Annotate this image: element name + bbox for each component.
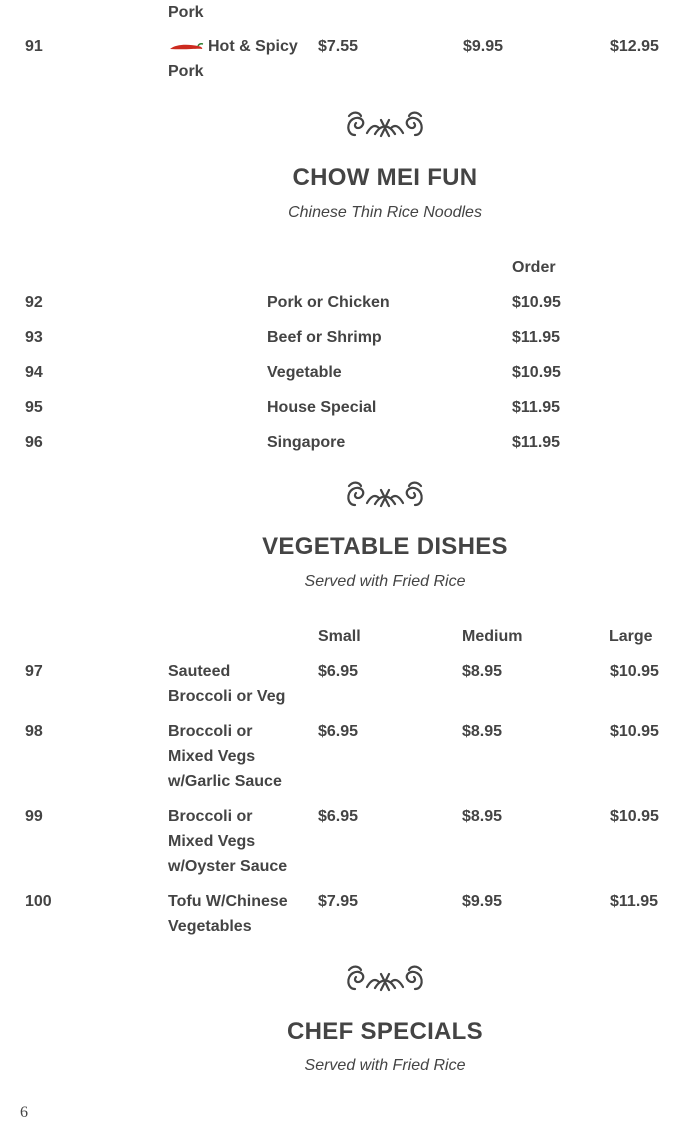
- item-number: 93: [25, 329, 43, 346]
- item-name: House Special: [267, 399, 377, 416]
- item-price: $11.95: [512, 434, 561, 451]
- scroll-ornament-icon: [345, 962, 425, 992]
- section-title-chow-mei-fun: CHOW MEI FUN: [292, 164, 478, 191]
- price-small: $7.95: [318, 893, 359, 910]
- column-header-order: Order: [512, 259, 556, 276]
- item-number: 96: [25, 434, 43, 451]
- section-subtitle-chow-mei-fun: Chinese Thin Rice Noodles: [288, 204, 482, 221]
- price-medium: $9.95: [463, 38, 504, 55]
- price-small: $6.95: [318, 808, 359, 825]
- pork-item-name-continued: Pork: [168, 4, 204, 21]
- scroll-ornament-icon: [345, 108, 425, 138]
- item-name: Tofu W/Chinese Vegetables: [168, 893, 288, 935]
- item-number: 98: [25, 723, 43, 740]
- column-header-medium: Medium: [462, 628, 523, 645]
- item-number: 92: [25, 294, 43, 311]
- price-small: $7.55: [318, 38, 359, 55]
- item-name: Broccoli or Mixed Vegs w/Garlic Sauce: [168, 723, 282, 790]
- section-subtitle-vegetable-dishes: Served with Fried Rice: [304, 573, 466, 590]
- item-price: $10.95: [512, 364, 561, 381]
- item-number: 91: [25, 38, 43, 55]
- item-number: 99: [25, 808, 43, 825]
- column-header-large: Large: [609, 628, 653, 645]
- item-name: Sauteed Broccoli or Veg: [168, 663, 286, 705]
- item-name: Hot & Spicy: [168, 34, 298, 59]
- item-price: $11.95: [512, 399, 561, 416]
- scroll-ornament-icon: [345, 478, 425, 508]
- price-large: $10.95: [610, 663, 659, 680]
- item-name: Broccoli or Mixed Vegs w/Oyster Sauce: [168, 808, 288, 875]
- page-number: 6: [20, 1104, 28, 1121]
- price-large: $10.95: [610, 723, 659, 740]
- section-subtitle-chef-specials: Served with Fried Rice: [304, 1057, 466, 1074]
- price-small: $6.95: [318, 663, 359, 680]
- column-header-small: Small: [318, 628, 361, 645]
- item-name-line2: Pork: [168, 63, 204, 80]
- item-number: 94: [25, 364, 43, 381]
- item-name: Singapore: [267, 434, 346, 451]
- price-large: $12.95: [610, 38, 659, 55]
- item-number: 97: [25, 663, 43, 680]
- item-name: Pork or Chicken: [267, 294, 390, 311]
- price-large: $11.95: [610, 893, 659, 910]
- section-title-chef-specials: CHEF SPECIALS: [287, 1018, 483, 1045]
- item-number: 95: [25, 399, 43, 416]
- item-price: $11.95: [512, 329, 561, 346]
- item-name: Beef or Shrimp: [267, 329, 382, 346]
- item-number: 100: [25, 893, 52, 910]
- price-large: $10.95: [610, 808, 659, 825]
- price-small: $6.95: [318, 723, 359, 740]
- price-medium: $8.95: [462, 663, 503, 680]
- price-medium: $9.95: [462, 893, 503, 910]
- chili-pepper-icon: [168, 41, 204, 53]
- price-medium: $8.95: [462, 723, 503, 740]
- price-medium: $8.95: [462, 808, 503, 825]
- item-price: $10.95: [512, 294, 561, 311]
- section-title-vegetable-dishes: VEGETABLE DISHES: [262, 533, 508, 560]
- item-name: Vegetable: [267, 364, 342, 381]
